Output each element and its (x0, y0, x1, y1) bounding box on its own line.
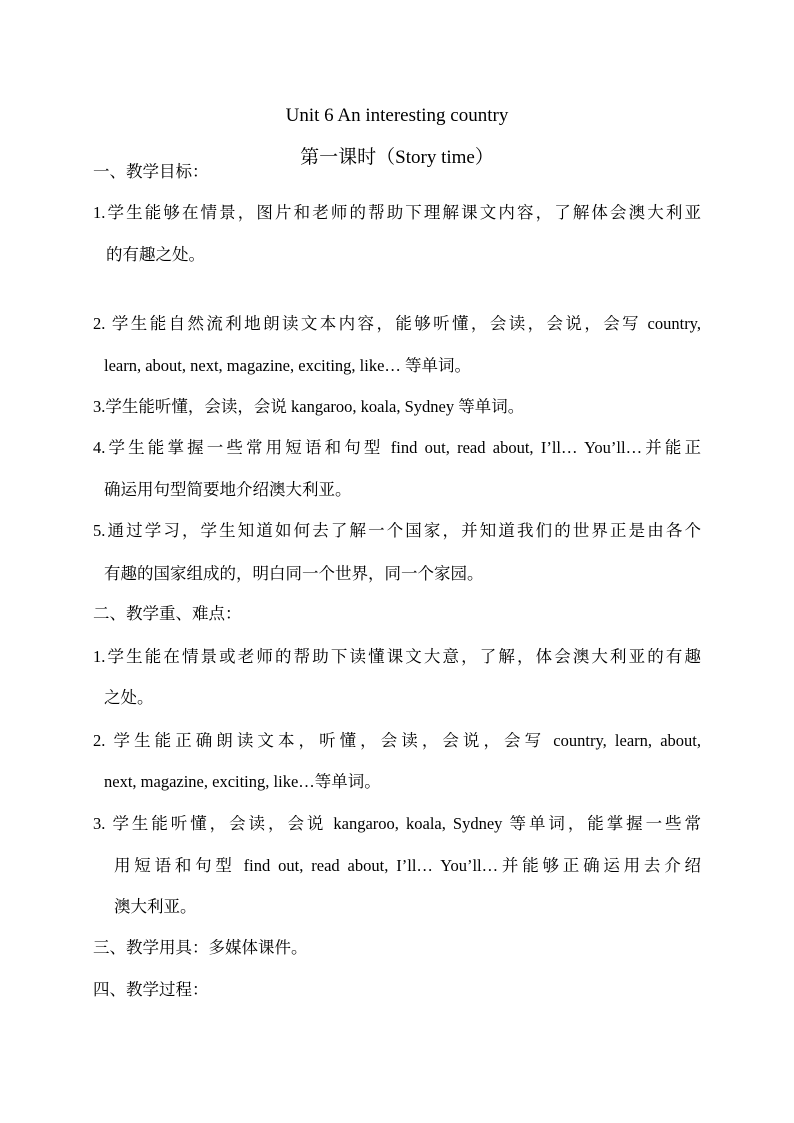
key-point-3-line-1: 3. 学生能听懂，会读，会说 kangaroo, koala, Sydney 等单词，能掌握一些常 (93, 814, 701, 833)
objective-2-line-1: 2. 学生能自然流利地朗读文本内容，能够听懂，会读，会说，会写 country, (93, 314, 701, 333)
section-heading-teaching-aids: 三、教学用具：多媒体课件。 (93, 938, 308, 957)
section-heading-key-points: 二、教学重、难点： (93, 604, 242, 623)
objective-4-line-2: 确运用句型简要地介绍澳大利亚。 (104, 480, 352, 499)
section-heading-teaching-process: 四、教学过程： (93, 980, 209, 999)
objective-5-line-2: 有趣的国家组成的，明白同一个世界，同一个家园。 (104, 564, 484, 583)
key-point-2-line-1: 2. 学生能正确朗读文本，听懂，会读，会说，会写 country, learn, about, (93, 731, 701, 750)
objective-4-line-1: 4.学生能掌握一些常用短语和句型 find out, read about, I’ll… You’ll…并能正 (93, 438, 701, 457)
document-subtitle: 第一课时（Story time） (300, 147, 494, 168)
key-point-1-line-2: 之处。 (104, 688, 154, 707)
key-point-2-line-2: next, magazine, exciting, like…等单词。 (104, 772, 381, 791)
key-point-3-line-3: 澳大利亚。 (114, 897, 197, 916)
section-heading-objectives: 一、教学目标： (93, 162, 209, 181)
key-point-3-line-2: 用短语和句型 find out, read about, I’ll… You’ll…并能够正确运用去介绍 (114, 856, 701, 875)
objective-5-line-1: 5.通过学习，学生知道如何去了解一个国家，并知道我们的世界正是由各个 (93, 521, 701, 540)
document-title: Unit 6 An interesting country (285, 105, 509, 126)
objective-3-line-1: 3.学生能听懂，会读，会说 kangaroo, koala, Sydney 等单词。 (93, 397, 525, 416)
objective-1-line-1: 1.学生能够在情景，图片和老师的帮助下理解课文内容，了解体会澳大利亚 (93, 203, 701, 222)
objective-2-line-2: learn, about, next, magazine, exciting, like… 等单词。 (104, 356, 472, 375)
objective-1-line-2: 的有趣之处。 (106, 245, 205, 264)
key-point-1-line-1: 1.学生能在情景或老师的帮助下读懂课文大意，了解，体会澳大利亚的有趣 (93, 647, 701, 666)
